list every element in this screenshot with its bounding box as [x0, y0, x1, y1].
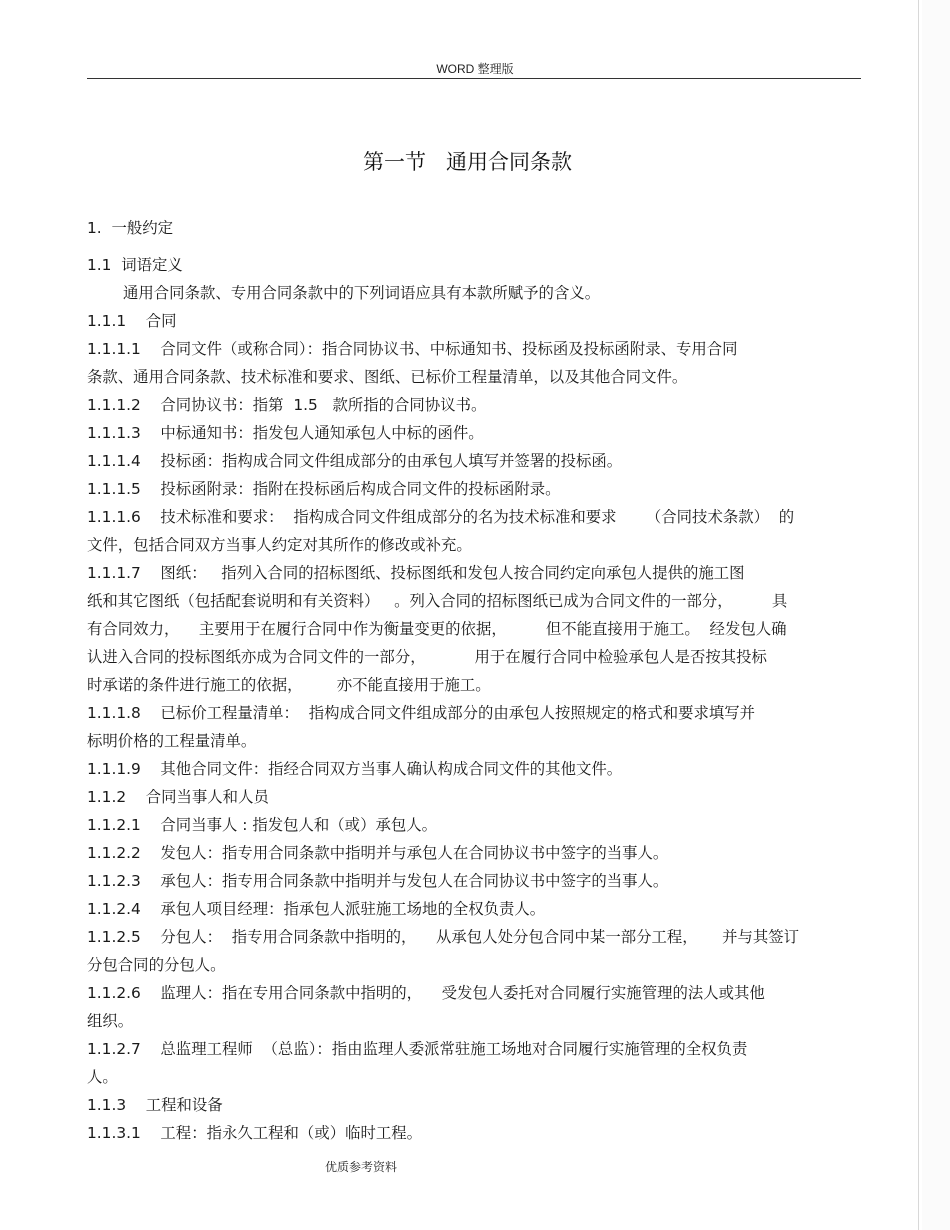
clause-line: 纸和其它图纸（包括配套说明和有关资料） 。列入合同的招标图纸已成为合同文件的一部分， 具 — [87, 592, 788, 610]
section-title: 第一节 通用合同条款 — [362, 150, 573, 174]
clause-line: 1.1.1.1 合同文件（或称合同）：指合同协议书、中标通知书、投标函及投标函附录、专用合同 — [87, 340, 738, 358]
clause-line: 1.1.1.5 投标函附录：指附在投标函后构成合同文件的投标函附录。 — [87, 480, 561, 498]
clause-line: 1.1.2.2 发包人：指专用合同条款中指明并与承包人在合同协议书中签字的当事人。 — [87, 844, 669, 862]
clause-line: 分包合同的分包人。 — [87, 956, 226, 974]
clause-line: 1.1.2.7 总监理工程师 （总监）：指由监理人委派常驻施工场地对合同履行实施管理的全权负责 — [87, 1040, 748, 1058]
clause-line: 1.1.2.6 监理人：指在专用合同条款中指明的， 受发包人委托对合同履行实施管理的法人或其他 — [87, 984, 765, 1002]
clause-line: 1.1.2.1 合同当事人 : 指发包人和（或）承包人。 — [87, 816, 438, 834]
document-body — [87, 214, 865, 1147]
clause-line: 条款、通用合同条款、技术标准和要求、图纸、已标价工程量清单，以及其他合同文件。 — [87, 368, 688, 386]
page-footer: 优质参考资料 — [325, 1160, 398, 1174]
clause-line: 1.1.1.6 技术标准和要求： 指构成合同文件组成部分的名为技术标准和要求 （合同技术条款） 的 — [87, 508, 795, 526]
page-header: WORD 整理版 — [436, 62, 514, 76]
clause-line: 1.1.1.2 合同协议书：指第 1.5 款所指的合同协议书。 — [87, 396, 487, 414]
clause-line: 认进入合同的投标图纸亦成为合同文件的一部分， 用于在履行合同中检验承包人是否按其投标 — [87, 648, 767, 666]
clause-line: 1.1.3.1 工程：指永久工程和（或）临时工程。 — [87, 1124, 423, 1142]
clause-heading: 1.1.2 合同当事人和人员 — [87, 788, 269, 806]
clause-line: 1.1.2.3 承包人：指专用合同条款中指明并与发包人在合同协议书中签字的当事人。 — [87, 872, 669, 890]
clause-line: 标明价格的工程量清单。 — [87, 732, 257, 750]
clause-line: 人。 — [87, 1068, 118, 1086]
clause-line: 1.1.2.4 承包人项目经理：指承包人派驻施工场地的全权负责人。 — [87, 900, 546, 918]
clause-line: 1.1.1.7 图纸： 指列入合同的招标图纸、投标图纸和发包人按合同约定向承包人提供的施工图 — [87, 564, 745, 582]
clause-line: 1.1.1.3 中标通知书：指发包人通知承包人中标的函件。 — [87, 424, 484, 442]
paragraph: 通用合同条款、专用合同条款中的下列词语应具有本款所赋予的含义。 — [123, 284, 601, 302]
clause-heading: 1.1.3 工程和设备 — [87, 1096, 223, 1114]
clause-line: 1.1.1.9 其他合同文件：指经合同双方当事人确认构成合同文件的其他文件。 — [87, 760, 623, 778]
heading-1: 1. 一般约定 — [87, 219, 174, 237]
clause-line: 1.1.2.5 分包人： 指专用合同条款中指明的， 从承包人处分包合同中某一部分工程， 并与其签订 — [87, 928, 800, 946]
clause-line: 1.1.1.4 投标函：指构成合同文件组成部分的由承包人填写并签署的投标函。 — [87, 452, 623, 470]
clause-line: 时承诺的条件进行施工的依据， 亦不能直接用于施工。 — [87, 676, 491, 694]
header-rule — [87, 78, 861, 79]
clause-line: 组织。 — [87, 1012, 134, 1030]
page-edge-line — [918, 0, 919, 1230]
page-margin — [922, 0, 950, 1230]
clause-line: 有合同效力， 主要用于在履行合同中作为衡量变更的依据， 但不能直接用于施工。 经发包人确 — [87, 620, 787, 638]
clause-line: 文件，包括合同双方当事人约定对其所作的修改或补充。 — [87, 536, 472, 554]
clause-line: 1.1.1.8 已标价工程量清单： 指构成合同文件组成部分的由承包人按照规定的格式和要求填写并 — [87, 704, 756, 722]
heading-1-1: 1.1 词语定义 — [87, 256, 183, 274]
clause-heading: 1.1.1 合同 — [87, 312, 177, 330]
